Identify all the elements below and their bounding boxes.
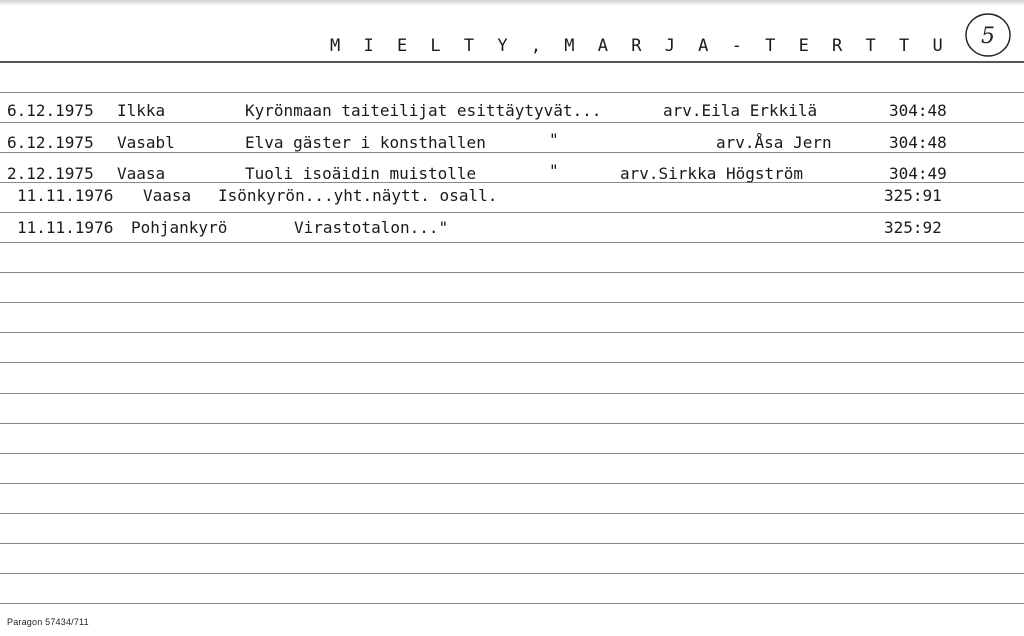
number-mark: 5 bbox=[981, 24, 995, 49]
ruled-line bbox=[0, 332, 1024, 333]
entry-reviewer: arv.Eila Erkkilä bbox=[663, 101, 818, 120]
entry-source: Vasabl bbox=[117, 133, 175, 152]
entry-reviewer: arv.Åsa Jern bbox=[716, 133, 832, 152]
entry-date: 6.12.1975 bbox=[7, 133, 94, 152]
entry-ditto-mark: " bbox=[549, 130, 559, 149]
entry-code: 325:91 bbox=[884, 186, 942, 205]
entry-date: 11.11.1976 bbox=[17, 186, 114, 205]
entry-title: Kyrönmaan taiteilijat esittäytyvät... bbox=[245, 101, 602, 120]
entry-source: Vaasa bbox=[117, 164, 166, 183]
entry-code: 304:49 bbox=[889, 164, 947, 183]
circled-number-mark bbox=[963, 10, 1013, 60]
ruled-line bbox=[0, 242, 1024, 243]
ruled-line bbox=[0, 212, 1024, 213]
ruled-line bbox=[0, 152, 1024, 153]
ruled-line bbox=[0, 122, 1024, 123]
entry-source: Pohjankyrö bbox=[131, 218, 228, 237]
header-rule bbox=[0, 61, 1024, 63]
ruled-line bbox=[0, 302, 1024, 303]
ruled-line bbox=[0, 453, 1024, 454]
entry-date: 6.12.1975 bbox=[7, 101, 94, 120]
entry-title: Virastotalon..." bbox=[294, 218, 449, 237]
ruled-line bbox=[0, 362, 1024, 363]
ruled-line bbox=[0, 393, 1024, 394]
entry-ditto-mark: " bbox=[549, 161, 559, 180]
entry-code: 304:48 bbox=[889, 101, 947, 120]
entry-source: Ilkka bbox=[117, 101, 166, 120]
ruled-line bbox=[0, 513, 1024, 514]
entry-code: 304:48 bbox=[889, 133, 947, 152]
entry-source: Vaasa bbox=[143, 186, 192, 205]
ruled-line bbox=[0, 423, 1024, 424]
card-footer-print: Paragon 57434/711 bbox=[7, 617, 89, 627]
card-top-edge bbox=[0, 0, 1024, 6]
entry-title: Tuoli isoäidin muistolle bbox=[245, 164, 477, 183]
entry-date: 2.12.1975 bbox=[7, 164, 94, 183]
card-title: M I E L T Y , M A R J A - T E R T T U bbox=[330, 36, 950, 56]
ruled-line bbox=[0, 272, 1024, 273]
entry-reviewer: arv.Sirkka Högström bbox=[620, 164, 804, 183]
ruled-line bbox=[0, 543, 1024, 544]
entry-date: 11.11.1976 bbox=[17, 218, 114, 237]
ruled-line bbox=[0, 603, 1024, 604]
circle-stamp-icon bbox=[963, 10, 1013, 60]
entry-code: 325:92 bbox=[884, 218, 942, 237]
entry-title: Isönkyrön...yht.näytt. osall. bbox=[218, 186, 498, 205]
ruled-line bbox=[0, 573, 1024, 574]
ruled-line bbox=[0, 483, 1024, 484]
entry-title: Elva gäster i konsthallen bbox=[245, 133, 486, 152]
ruled-line bbox=[0, 92, 1024, 93]
